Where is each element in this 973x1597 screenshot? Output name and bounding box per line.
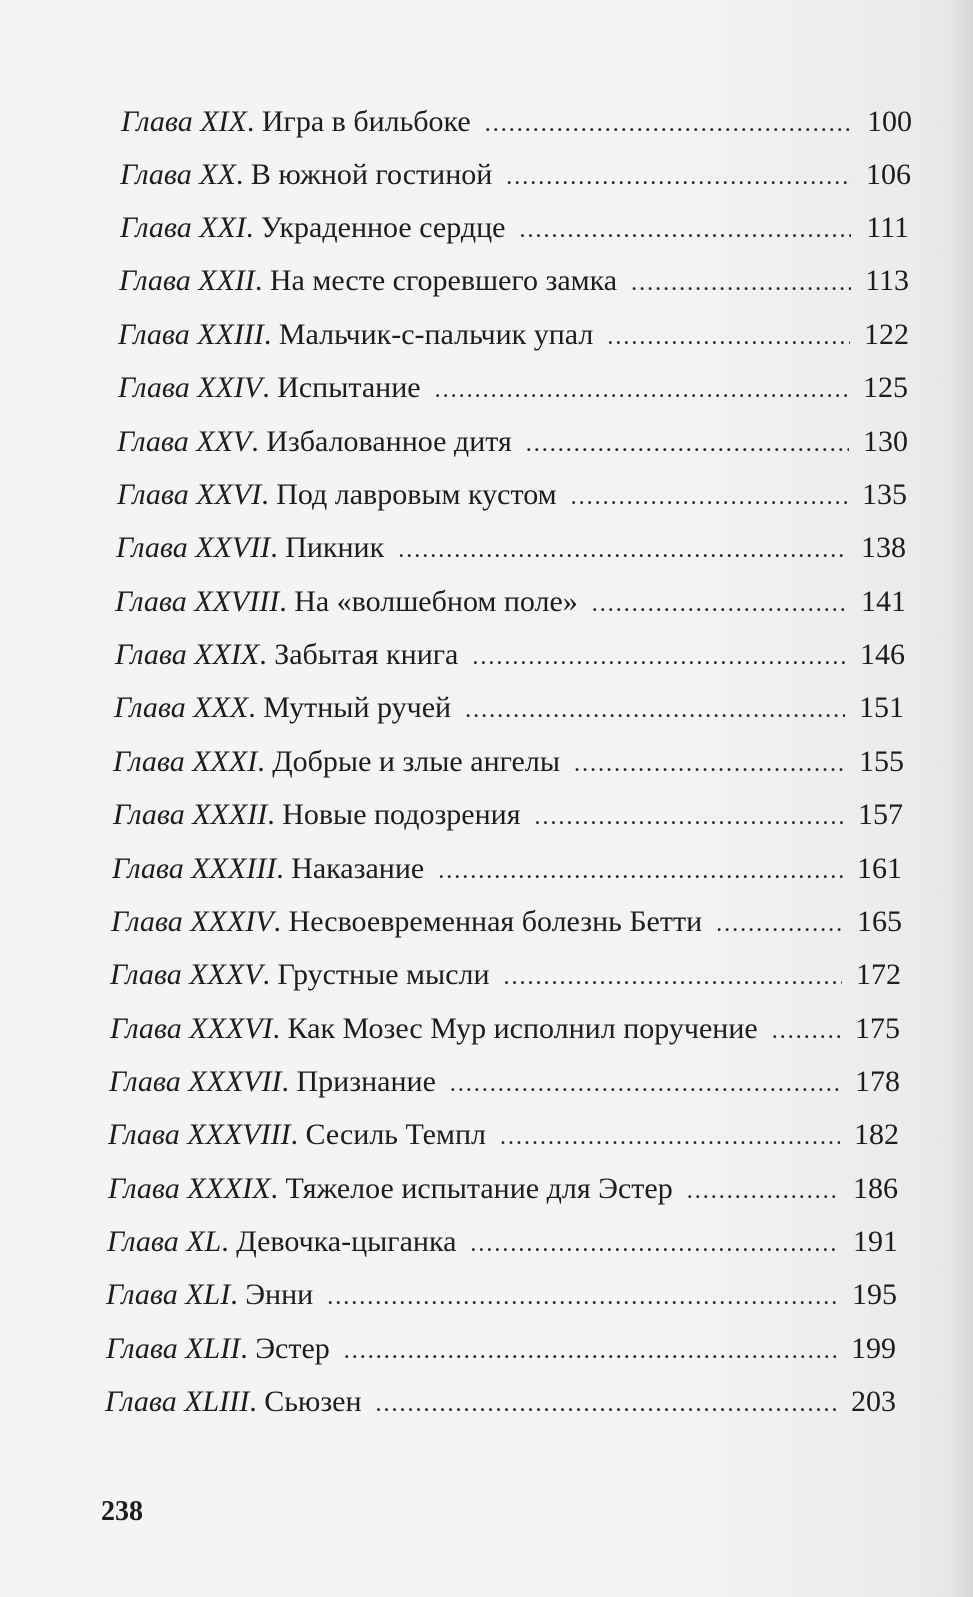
dot-leader — [344, 1331, 837, 1371]
chapter-title: Несвоевременная болезнь Бетти — [288, 905, 703, 938]
chapter-page: 122 — [864, 318, 909, 351]
toc-entry — [118, 368, 907, 408]
toc-entry — [110, 1009, 899, 1049]
chapter-title: Тяжелое испытание для Эстер — [285, 1172, 673, 1205]
chapter-title: Пикник — [285, 531, 385, 564]
separator: . — [257, 745, 273, 778]
chapter-number: Глава XLI — [106, 1278, 231, 1311]
chapter-page: 182 — [854, 1118, 899, 1151]
chapter-number: Глава XXVI — [117, 478, 262, 511]
chapter-number: Глава XX — [120, 158, 236, 191]
separator: . — [273, 905, 289, 938]
chapter-number: Глава XXII — [119, 264, 255, 297]
separator: . — [230, 1278, 246, 1311]
toc-entry — [114, 688, 903, 728]
chapter-number: Глава XXIII — [118, 318, 264, 351]
dot-leader — [772, 1011, 841, 1051]
toc-entry — [115, 582, 905, 622]
chapter-page: 175 — [855, 1012, 900, 1045]
chapter-number: Глава XXXIX — [108, 1172, 271, 1205]
separator: . — [261, 478, 277, 511]
chapter-page: 172 — [856, 958, 901, 991]
chapter-page: 191 — [853, 1225, 898, 1258]
chapter-page: 146 — [860, 638, 905, 671]
chapter-page: 141 — [861, 585, 906, 618]
separator: . — [249, 1385, 265, 1418]
chapter-title: Под лавровым кустом — [276, 478, 557, 511]
chapter-number: Глава XXVIII — [115, 585, 280, 618]
chapter-number: Глава XXXVI — [110, 1012, 273, 1045]
chapter-title: Новые подозрения — [282, 798, 521, 831]
separator: . — [279, 585, 295, 618]
chapter-title: Испытание — [277, 371, 421, 404]
dot-leader — [716, 904, 843, 944]
chapter-title: Мальчик-с-пальчик упал — [278, 318, 594, 351]
chapter-page: 186 — [853, 1172, 898, 1205]
chapter-page: 178 — [855, 1065, 900, 1098]
chapter-page: 165 — [857, 905, 902, 938]
dot-leader — [470, 1224, 839, 1264]
chapter-number: Глава XIX — [121, 105, 247, 138]
toc-entry — [111, 902, 901, 942]
chapter-page: 125 — [863, 371, 908, 404]
toc-entry — [112, 849, 901, 889]
toc-entry — [109, 1062, 899, 1102]
toc-entry — [106, 1275, 896, 1315]
toc-entry — [120, 208, 909, 248]
chapter-title: Грустные мысли — [277, 958, 490, 991]
dot-leader — [607, 317, 850, 357]
dot-leader — [485, 104, 853, 144]
chapter-page: 195 — [852, 1278, 897, 1311]
toc-entry — [120, 155, 910, 195]
dot-leader — [450, 1064, 841, 1104]
toc-entry — [106, 1329, 895, 1369]
dot-leader — [631, 263, 851, 303]
chapter-page: 161 — [857, 852, 902, 885]
toc-entry — [113, 742, 903, 782]
separator: . — [270, 531, 286, 564]
chapter-title: Признание — [296, 1065, 436, 1098]
separator: . — [248, 691, 264, 724]
separator: . — [263, 318, 279, 351]
separator: . — [276, 852, 292, 885]
chapter-title: Мутный ручей — [263, 691, 452, 724]
chapter-title: В южной гостиной — [250, 158, 493, 191]
chapter-title: На «волшебном поле» — [294, 585, 578, 618]
chapter-number: Глава XXXVIII — [108, 1118, 291, 1151]
dot-leader — [398, 530, 847, 570]
chapter-title: Украденное сердце — [260, 211, 506, 244]
separator: . — [272, 1012, 288, 1045]
toc-entry — [117, 422, 907, 462]
dot-leader — [592, 584, 847, 624]
chapter-number: Глава XXXV — [110, 958, 263, 991]
toc-entry — [119, 261, 909, 301]
separator: . — [281, 1065, 297, 1098]
separator: . — [262, 371, 278, 404]
chapter-title: Девочка-цыганка — [236, 1225, 457, 1258]
chapter-page: 111 — [866, 211, 909, 244]
separator: . — [240, 1332, 256, 1365]
chapter-title: Забытая книга — [274, 638, 459, 671]
page-number: 238 — [101, 1496, 143, 1527]
separator: . — [254, 264, 270, 297]
chapter-page: 138 — [861, 531, 906, 564]
chapter-number: Глава XXXII — [113, 798, 268, 831]
separator: . — [251, 425, 267, 458]
chapter-page: 155 — [859, 745, 904, 778]
chapter-page: 100 — [867, 105, 912, 138]
dot-leader — [519, 210, 851, 250]
chapter-number: Глава XXXVII — [109, 1065, 282, 1098]
chapter-title: Энни — [245, 1278, 314, 1311]
separator: . — [246, 105, 262, 138]
toc-entry — [113, 795, 902, 835]
separator: . — [235, 158, 251, 191]
toc-entry — [117, 475, 906, 515]
separator: . — [221, 1225, 237, 1258]
chapter-number: Глава XLIII — [105, 1385, 250, 1418]
chapter-number: Глава XLII — [106, 1332, 241, 1365]
chapter-number: Глава XL — [107, 1225, 222, 1258]
separator: . — [270, 1172, 286, 1205]
toc-entry — [108, 1169, 897, 1209]
dot-leader — [506, 157, 852, 197]
toc-entry — [118, 315, 908, 355]
chapter-number: Глава XXIX — [115, 638, 260, 671]
toc-entry — [105, 1382, 895, 1422]
dot-leader — [571, 477, 848, 517]
chapter-number: Глава XXX — [114, 691, 249, 724]
chapter-title: Как Мозес Мур исполнил поручение — [287, 1012, 758, 1045]
dot-leader — [438, 851, 843, 891]
separator: . — [245, 211, 261, 244]
dot-leader — [327, 1277, 838, 1317]
chapter-page: 113 — [865, 264, 909, 297]
chapter-page: 106 — [866, 158, 911, 191]
chapter-number: Глава XXV — [117, 425, 252, 458]
chapter-number: Глава XXXI — [113, 745, 258, 778]
toc-entry — [115, 635, 904, 675]
chapter-number: Глава XXVII — [116, 531, 271, 564]
chapter-number: Глава XXI — [120, 211, 246, 244]
chapter-page: 157 — [858, 798, 903, 831]
chapter-title: Добрые и злые ангелы — [272, 745, 560, 778]
chapter-title: Игра в бильбоке — [261, 105, 471, 138]
chapter-page: 151 — [859, 691, 904, 724]
chapter-page: 130 — [863, 425, 908, 458]
chapter-title: Избалованное дитя — [266, 425, 512, 458]
separator: . — [267, 798, 283, 831]
toc-entry — [116, 528, 905, 568]
dot-leader — [465, 690, 845, 730]
dot-leader — [376, 1384, 837, 1424]
chapter-page: 203 — [851, 1385, 896, 1418]
chapter-title: Наказание — [291, 852, 425, 885]
chapter-page: 135 — [862, 478, 907, 511]
toc-entry — [110, 955, 900, 995]
toc-entry — [107, 1222, 897, 1262]
toc-entry — [108, 1115, 898, 1155]
chapter-number: Глава XXIV — [118, 371, 263, 404]
dot-leader — [687, 1171, 839, 1211]
dot-leader — [526, 424, 849, 464]
chapter-page: 199 — [851, 1332, 896, 1365]
dot-leader — [504, 957, 842, 997]
chapter-number: Глава XXXIV — [111, 905, 274, 938]
chapter-title: На месте сгоревшего замка — [269, 264, 618, 297]
dot-leader — [500, 1117, 840, 1157]
chapter-number: Глава XXXIII — [112, 852, 277, 885]
chapter-title: Эстер — [255, 1332, 330, 1365]
dot-leader — [435, 370, 849, 410]
dot-leader — [574, 744, 845, 784]
dot-leader — [535, 797, 844, 837]
dot-leader — [472, 637, 846, 677]
separator: . — [259, 638, 275, 671]
chapter-title: Сьюзен — [264, 1385, 362, 1418]
separator: . — [290, 1118, 306, 1151]
chapter-title: Сесиль Темпл — [305, 1118, 486, 1151]
separator: . — [262, 958, 278, 991]
toc-entry — [121, 102, 911, 142]
